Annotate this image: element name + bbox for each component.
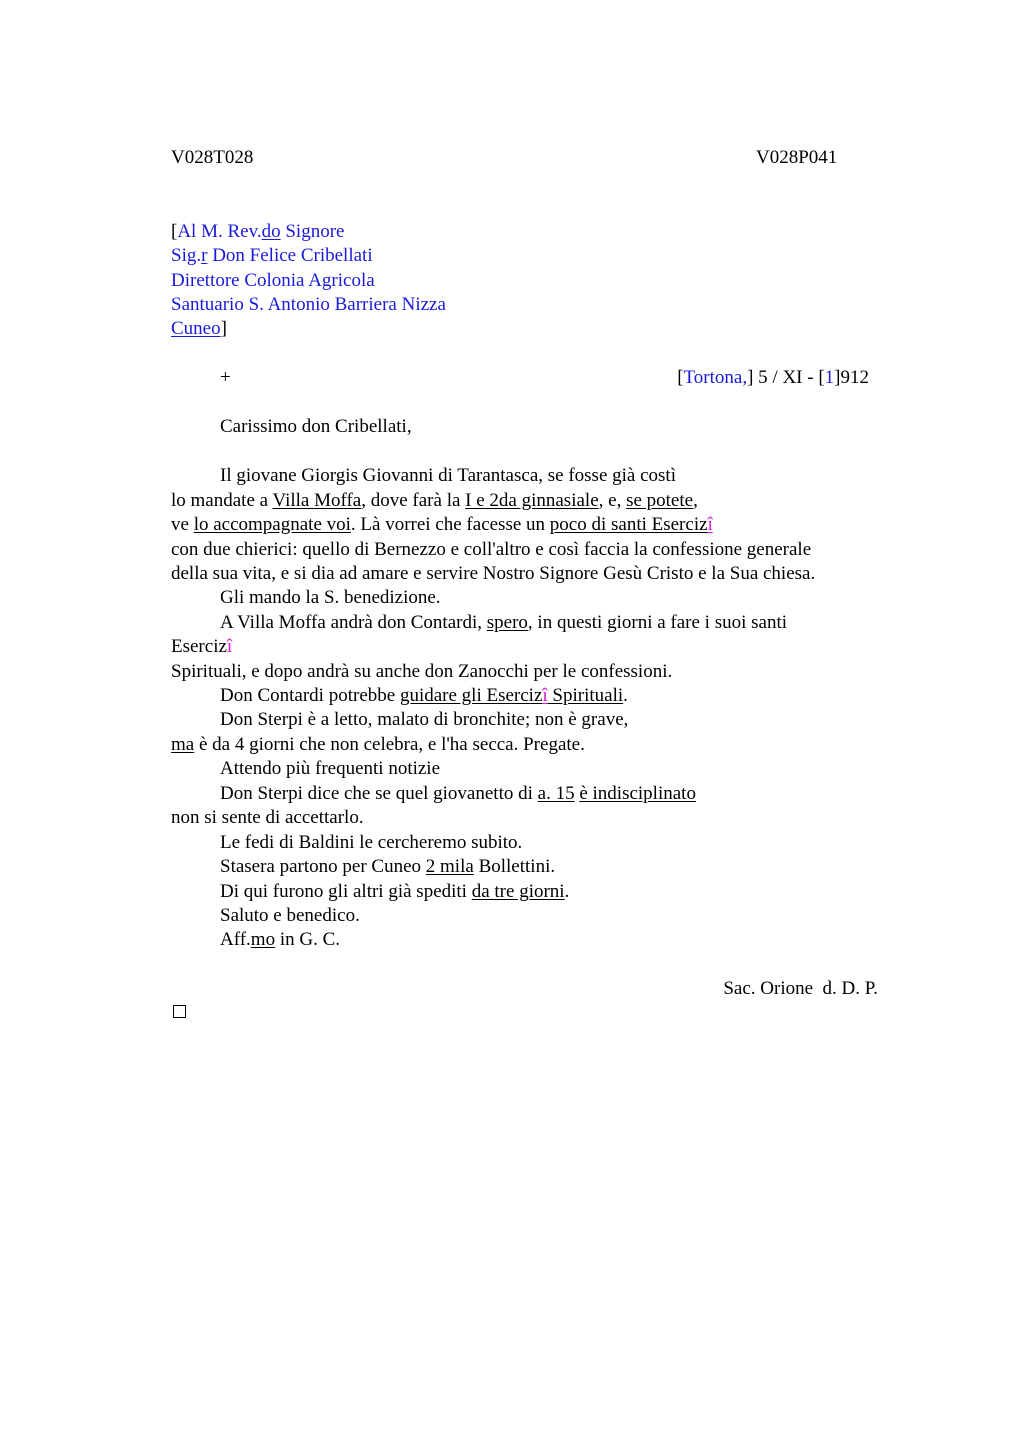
- salutation: Carissimo don Cribellati,: [220, 416, 412, 437]
- body-line: Saluto e benedico.: [220, 905, 360, 926]
- body-line: ma è da 4 giorni che non celebra, e l'ha secca. Pregate.: [171, 734, 585, 755]
- body-line: A Villa Moffa andrà don Contardi, spero, in questi giorni a fare i suoi santi: [220, 612, 788, 633]
- doc-code-left: V028T028: [171, 147, 254, 168]
- body-line: non si sente di accettarlo.: [171, 807, 364, 828]
- body-line: Attendo più frequenti notizie: [220, 758, 441, 779]
- address-line-4: Santuario S. Antonio Barriera Nizza: [171, 294, 446, 315]
- body-line: Il giovane Giorgis Giovanni di Tarantasca, se fosse già costì: [220, 465, 676, 486]
- body-line: Spirituali, e dopo andrà su anche don Zanocchi per le confessioni.: [171, 661, 673, 682]
- address-line-3: Direttore Colonia Agricola: [171, 270, 375, 291]
- body-line: Gli mando la S. benedizione.: [220, 587, 441, 608]
- body-line: Don Contardi potrebbe guidare gli Esercizî Spirituali.: [220, 685, 628, 706]
- empty-box-icon: [173, 1005, 186, 1018]
- body-line: Don Sterpi dice che se quel giovanetto di a. 15 è indisciplinato: [220, 783, 696, 804]
- body-line: lo mandate a Villa Moffa, dove farà la I e 2da ginnasiale, e, se potete,: [171, 490, 698, 511]
- address-line-5: Cuneo]: [171, 318, 227, 339]
- body-line: Esercizî: [171, 636, 233, 657]
- body-line: della sua vita, e si dia ad amare e servire Nostro Signore Gesù Cristo e la Sua chiesa.: [171, 563, 816, 584]
- body-line: Aff.mo in G. C.: [220, 929, 341, 950]
- body-line: Stasera partono per Cuneo 2 mila Bollettini.: [220, 856, 556, 877]
- address-line-2: Sig.r Don Felice Cribellati: [171, 245, 373, 266]
- cross-mark: +: [220, 367, 231, 388]
- body-line: Di qui furono gli altri già spediti da tre giorni.: [220, 881, 570, 902]
- dateline: [Tortona,] 5 / XI - [1]912: [677, 367, 869, 388]
- body-line: con due chierici: quello di Bernezzo e coll'altro e così faccia la confessione generale: [171, 539, 812, 560]
- address-line-1: [Al M. Rev.do Signore: [171, 221, 345, 242]
- doc-code-right: V028P041: [756, 147, 838, 168]
- body-line: Le fedi di Baldini le cercheremo subito.: [220, 832, 523, 853]
- body-line: Don Sterpi è a letto, malato di bronchite; non è grave,: [220, 709, 629, 730]
- body-line: ve lo accompagnate voi. Là vorrei che facesse un poco di santi Esercizî: [171, 514, 713, 535]
- signature: Sac. Orione d. D. P.: [723, 978, 878, 999]
